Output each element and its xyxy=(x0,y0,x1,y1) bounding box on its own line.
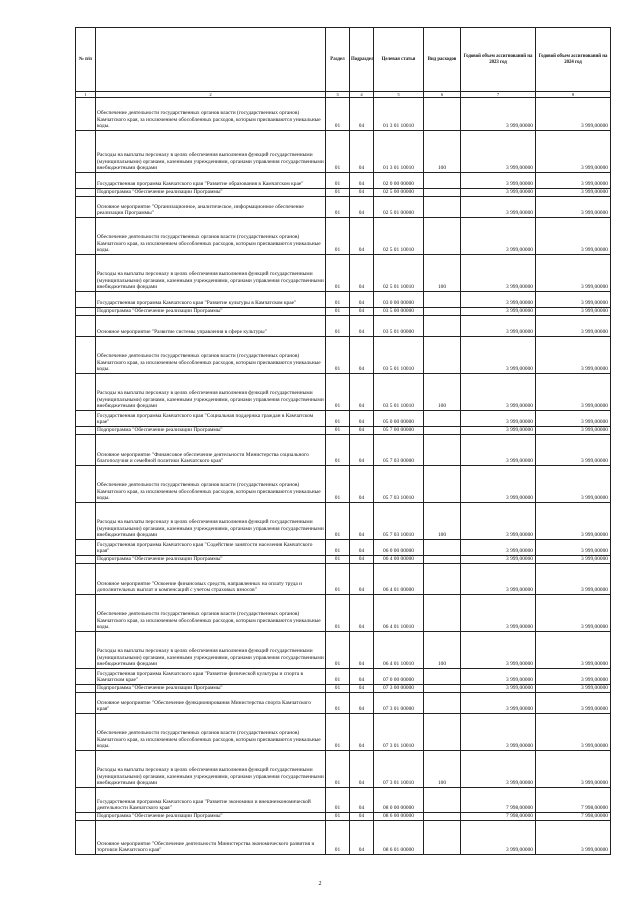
table-header-row xyxy=(76,28,611,92)
row-target-cell: 07 3 01 10010 xyxy=(374,714,424,751)
row-num-cell xyxy=(76,556,96,564)
row-razdel-cell: 01 xyxy=(326,197,350,218)
row-target-cell: 01 3 01 10010 xyxy=(374,98,424,131)
row-amount-2023-cell: 3 999,00000 xyxy=(461,292,536,308)
row-name-cell: Основное мероприятие "Организационное, аналитическое, информационное обеспечение реализации Программы" xyxy=(96,197,326,218)
row-name-cell: Обеспечение деятельности государственных органов власти (государственных органов) Камчатского края, за исключением обособленных расходов, которым присваиваются уникальные коды. xyxy=(96,337,326,374)
row-amount-2023-cell: 3 999,00000 xyxy=(461,564,536,595)
row-num-cell xyxy=(76,189,96,197)
table-row xyxy=(76,337,611,374)
row-razdel-cell: 01 xyxy=(326,218,350,255)
row-amount-2024-cell: 3 999,00000 xyxy=(536,98,611,131)
row-name-cell: Основное мероприятие "Обеспечение деятельности Министерства экономического развития и торговли Камчатского края" xyxy=(96,821,326,855)
row-target-cell: 03 5 00 00000 xyxy=(374,308,424,316)
row-name-cell: Подпрограмма "Обеспечение реализации Программы" xyxy=(96,189,326,197)
row-amount-2024-cell: 3 999,00000 xyxy=(536,556,611,564)
row-amount-2023-cell: 3 999,00000 xyxy=(461,466,536,503)
row-podrazdel-cell: 04 xyxy=(350,503,374,540)
row-razdel-cell: 01 xyxy=(326,435,350,466)
row-razdel-cell: 01 xyxy=(326,669,350,685)
row-amount-2024-cell: 3 999,00000 xyxy=(536,197,611,218)
row-name-cell: Обеспечение деятельности государственных органов власти (государственных органов) Камчатского края, за исключением обособленных расходов, которым присваиваются уникальные коды. xyxy=(96,98,326,131)
row-target-cell: 02 5 01 00000 xyxy=(374,197,424,218)
row-name-cell: Расходы на выплаты персоналу в целях обеспечения выполнения функций государственными (муниципальными) органами, казенными учреждениями, органами управления государственными внебюджетными фондами xyxy=(96,255,326,292)
row-num-cell xyxy=(76,131,96,173)
page-number: 2 xyxy=(318,881,322,887)
row-amount-2024-cell: 3 999,00000 xyxy=(536,693,611,714)
column-number: 1 xyxy=(76,92,96,98)
row-amount-2023-cell: 3 999,00000 xyxy=(461,337,536,374)
row-vid-cell xyxy=(424,813,461,821)
row-name-cell: Обеспечение деятельности государственных органов власти (государственных органов) Камчатского края, за исключением обособленных расходов, которым присваиваются уникальные коды. xyxy=(96,714,326,751)
row-name-cell: Расходы на выплаты персоналу в целях обеспечения выполнения функций государственными (муниципальными) органами, казенными учреждениями, органами управления государственными внебюджетными фондами xyxy=(96,131,326,173)
row-podrazdel-cell: 04 xyxy=(350,466,374,503)
table-row xyxy=(76,503,611,540)
row-num-cell xyxy=(76,255,96,292)
row-razdel-cell: 01 xyxy=(326,685,350,693)
row-target-cell: 08 6 00 00000 xyxy=(374,813,424,821)
row-target-cell: 06 4 01 10010 xyxy=(374,595,424,632)
table-row xyxy=(76,374,611,411)
row-name-cell: Обеспечение деятельности государственных органов власти (государственных органов) Камчатского края, за исключением обособленных расходов, которым присваиваются уникальные коды. xyxy=(96,595,326,632)
table-row xyxy=(76,218,611,255)
row-num-cell xyxy=(76,595,96,632)
row-podrazdel-cell: 04 xyxy=(350,813,374,821)
row-amount-2023-cell: 3 999,00000 xyxy=(461,308,536,316)
row-razdel-cell: 01 xyxy=(326,813,350,821)
row-num-cell xyxy=(76,173,96,189)
row-amount-2024-cell: 7 998,00000 xyxy=(536,813,611,821)
table-row xyxy=(76,427,611,435)
header-vid: Вид расходов xyxy=(424,28,461,92)
row-num-cell xyxy=(76,218,96,255)
row-vid-cell xyxy=(424,98,461,131)
row-podrazdel-cell: 04 xyxy=(350,173,374,189)
table-row xyxy=(76,316,611,337)
row-vid-cell xyxy=(424,788,461,813)
row-vid-cell xyxy=(424,821,461,855)
row-podrazdel-cell: 04 xyxy=(350,316,374,337)
table-row xyxy=(76,255,611,292)
row-target-cell: 02 5 01 10010 xyxy=(374,255,424,292)
row-num-cell xyxy=(76,540,96,556)
row-num-cell xyxy=(76,788,96,813)
row-podrazdel-cell: 04 xyxy=(350,685,374,693)
row-razdel-cell: 01 xyxy=(326,693,350,714)
row-podrazdel-cell: 04 xyxy=(350,218,374,255)
row-podrazdel-cell: 04 xyxy=(350,292,374,308)
row-podrazdel-cell: 04 xyxy=(350,788,374,813)
row-target-cell: 07 3 01 10010 xyxy=(374,751,424,788)
row-razdel-cell: 01 xyxy=(326,466,350,503)
row-podrazdel-cell: 04 xyxy=(350,632,374,669)
row-name-cell: Обеспечение деятельности государственных органов власти (государственных органов) Камчатского края, за исключением обособленных расходов, которым присваиваются уникальные коды. xyxy=(96,466,326,503)
row-target-cell: 07 3 01 00000 xyxy=(374,693,424,714)
row-vid-cell xyxy=(424,685,461,693)
row-amount-2023-cell: 3 999,00000 xyxy=(461,685,536,693)
row-podrazdel-cell: 04 xyxy=(350,197,374,218)
row-amount-2023-cell: 3 999,00000 xyxy=(461,503,536,540)
row-razdel-cell: 01 xyxy=(326,540,350,556)
row-amount-2024-cell: 3 999,00000 xyxy=(536,435,611,466)
row-name-cell: Подпрограмма "Обеспечение реализации Программы" xyxy=(96,813,326,821)
row-amount-2023-cell: 3 999,00000 xyxy=(461,693,536,714)
row-amount-2024-cell: 3 999,00000 xyxy=(536,595,611,632)
row-amount-2023-cell: 3 999,00000 xyxy=(461,435,536,466)
row-amount-2023-cell: 3 999,00000 xyxy=(461,595,536,632)
table-row xyxy=(76,751,611,788)
row-razdel-cell: 01 xyxy=(326,316,350,337)
budget-table xyxy=(75,27,611,855)
header-2023: Годовой объем ассигнований на 2023 год xyxy=(461,28,536,92)
row-razdel-cell: 01 xyxy=(326,427,350,435)
table-row xyxy=(76,564,611,595)
row-name-cell: Основное мероприятие "Освоение финансовых средств, направленных на оплату труда и дополнительных выплат и компенсаций с учетом страховых взносов" xyxy=(96,564,326,595)
row-name-cell: Подпрограмма "Обеспечение реализации Программы" xyxy=(96,308,326,316)
row-razdel-cell: 01 xyxy=(326,821,350,855)
row-amount-2023-cell: 3 999,00000 xyxy=(461,131,536,173)
row-vid-cell xyxy=(424,556,461,564)
row-target-cell: 03 5 01 10010 xyxy=(374,374,424,411)
row-target-cell: 06 0 00 00000 xyxy=(374,540,424,556)
row-razdel-cell: 01 xyxy=(326,503,350,540)
row-podrazdel-cell: 04 xyxy=(350,374,374,411)
row-num-cell xyxy=(76,751,96,788)
row-vid-cell xyxy=(424,411,461,427)
row-razdel-cell: 01 xyxy=(326,788,350,813)
row-target-cell: 02 0 00 00000 xyxy=(374,173,424,189)
row-name-cell: Расходы на выплаты персоналу в целях обеспечения выполнения функций государственными (муниципальными) органами, казенными учреждениями, органами управления государственными внебюджетными фондами xyxy=(96,751,326,788)
row-amount-2023-cell: 3 999,00000 xyxy=(461,255,536,292)
row-num-cell xyxy=(76,374,96,411)
row-amount-2023-cell: 3 999,00000 xyxy=(461,197,536,218)
header-podrazdel: Подраздел xyxy=(350,28,374,92)
row-num-cell xyxy=(76,669,96,685)
row-razdel-cell: 01 xyxy=(326,595,350,632)
row-amount-2023-cell: 7 998,00000 xyxy=(461,813,536,821)
row-razdel-cell: 01 xyxy=(326,411,350,427)
row-vid-cell xyxy=(424,466,461,503)
row-num-cell xyxy=(76,427,96,435)
row-vid-cell xyxy=(424,540,461,556)
row-podrazdel-cell: 04 xyxy=(350,255,374,292)
budget-table-sheet xyxy=(75,27,610,855)
row-name-cell: Подпрограмма "Обеспечение реализации Программы" xyxy=(96,427,326,435)
row-name-cell: Государственная программа Камчатского края "Развитие физической культуры и спорта в Камчатском крае" xyxy=(96,669,326,685)
header-target: Целевая статья xyxy=(374,28,424,92)
row-target-cell: 05 7 03 00000 xyxy=(374,435,424,466)
row-razdel-cell: 01 xyxy=(326,173,350,189)
row-razdel-cell: 01 xyxy=(326,337,350,374)
row-amount-2024-cell: 3 999,00000 xyxy=(536,540,611,556)
row-vid-cell xyxy=(424,197,461,218)
row-name-cell: Государственная программа Камчатского края "Социальная поддержка граждан в Камчатском крае" xyxy=(96,411,326,427)
header-name xyxy=(96,28,326,92)
row-amount-2024-cell: 3 999,00000 xyxy=(536,131,611,173)
row-amount-2024-cell: 3 999,00000 xyxy=(536,255,611,292)
header-2024: Годовой объем ассигнований на 2024 год xyxy=(536,28,611,92)
row-podrazdel-cell: 04 xyxy=(350,308,374,316)
row-vid-cell xyxy=(424,435,461,466)
header-num: № п/п xyxy=(76,28,96,92)
row-amount-2024-cell: 3 999,00000 xyxy=(536,292,611,308)
table-row xyxy=(76,540,611,556)
row-podrazdel-cell: 04 xyxy=(350,189,374,197)
table-row xyxy=(76,556,611,564)
row-amount-2024-cell: 3 999,00000 xyxy=(536,751,611,788)
row-amount-2023-cell: 3 999,00000 xyxy=(461,218,536,255)
row-num-cell xyxy=(76,435,96,466)
row-podrazdel-cell: 04 xyxy=(350,411,374,427)
row-amount-2023-cell: 3 999,00000 xyxy=(461,540,536,556)
row-target-cell: 02 5 00 00000 xyxy=(374,189,424,197)
row-vid-cell xyxy=(424,427,461,435)
row-name-cell: Подпрограмма "Обеспечение реализации Программы" xyxy=(96,685,326,693)
row-razdel-cell: 01 xyxy=(326,292,350,308)
row-vid-cell xyxy=(424,218,461,255)
row-name-cell: Расходы на выплаты персоналу в целях обеспечения выполнения функций государственными (муниципальными) органами, казенными учреждениями, органами управления государственными внебюджетными фондами xyxy=(96,503,326,540)
row-target-cell: 06 4 00 00000 xyxy=(374,556,424,564)
table-body xyxy=(76,98,611,855)
row-amount-2023-cell: 7 998,00000 xyxy=(461,788,536,813)
row-num-cell xyxy=(76,98,96,131)
row-name-cell: Подпрограмма "Обеспечение реализации Программы" xyxy=(96,556,326,564)
row-amount-2024-cell: 3 999,00000 xyxy=(536,374,611,411)
row-amount-2023-cell: 3 999,00000 xyxy=(461,173,536,189)
row-vid-cell xyxy=(424,189,461,197)
table-row xyxy=(76,173,611,189)
row-num-cell xyxy=(76,411,96,427)
row-amount-2024-cell: 3 999,00000 xyxy=(536,714,611,751)
row-amount-2024-cell: 3 999,00000 xyxy=(536,503,611,540)
row-vid-cell: 100 xyxy=(424,374,461,411)
row-amount-2024-cell: 3 999,00000 xyxy=(536,337,611,374)
row-num-cell xyxy=(76,693,96,714)
row-podrazdel-cell: 04 xyxy=(350,337,374,374)
column-number: 3 xyxy=(326,92,350,98)
table-row xyxy=(76,788,611,813)
row-target-cell: 07 3 00 00000 xyxy=(374,685,424,693)
row-podrazdel-cell: 04 xyxy=(350,821,374,855)
row-vid-cell xyxy=(424,669,461,685)
row-podrazdel-cell: 04 xyxy=(350,540,374,556)
row-podrazdel-cell: 04 xyxy=(350,131,374,173)
row-amount-2024-cell: 3 999,00000 xyxy=(536,218,611,255)
table-row xyxy=(76,131,611,173)
row-podrazdel-cell: 04 xyxy=(350,435,374,466)
row-target-cell: 02 5 01 10010 xyxy=(374,218,424,255)
row-amount-2024-cell: 3 999,00000 xyxy=(536,632,611,669)
row-name-cell: Основное мероприятие "Финансовое обеспечение деятельности Министерства социального благополучия и семейной политики Камчатского края" xyxy=(96,435,326,466)
row-podrazdel-cell: 04 xyxy=(350,693,374,714)
row-amount-2024-cell: 3 999,00000 xyxy=(536,669,611,685)
row-target-cell: 01 3 01 10010 xyxy=(374,131,424,173)
row-num-cell xyxy=(76,813,96,821)
column-number: 5 xyxy=(374,92,424,98)
row-target-cell: 03 5 01 00000 xyxy=(374,316,424,337)
row-vid-cell: 100 xyxy=(424,255,461,292)
table-row xyxy=(76,98,611,131)
row-target-cell: 03 5 01 10010 xyxy=(374,337,424,374)
row-amount-2023-cell: 3 999,00000 xyxy=(461,556,536,564)
row-num-cell xyxy=(76,632,96,669)
row-amount-2023-cell: 3 999,00000 xyxy=(461,427,536,435)
table-row xyxy=(76,435,611,466)
row-amount-2024-cell: 3 999,00000 xyxy=(536,173,611,189)
row-amount-2024-cell: 3 999,00000 xyxy=(536,427,611,435)
row-amount-2023-cell: 3 999,00000 xyxy=(461,98,536,131)
table-row xyxy=(76,821,611,855)
row-vid-cell: 100 xyxy=(424,503,461,540)
row-target-cell: 05 7 00 00000 xyxy=(374,427,424,435)
row-amount-2024-cell: 3 999,00000 xyxy=(536,821,611,855)
table-row xyxy=(76,308,611,316)
row-num-cell xyxy=(76,714,96,751)
row-vid-cell: 100 xyxy=(424,131,461,173)
row-amount-2024-cell: 7 998,00000 xyxy=(536,788,611,813)
row-amount-2024-cell: 3 999,00000 xyxy=(536,308,611,316)
table-row xyxy=(76,813,611,821)
row-amount-2023-cell: 3 999,00000 xyxy=(461,316,536,337)
row-amount-2024-cell: 3 999,00000 xyxy=(536,316,611,337)
row-razdel-cell: 01 xyxy=(326,308,350,316)
row-amount-2023-cell: 3 999,00000 xyxy=(461,821,536,855)
row-razdel-cell: 01 xyxy=(326,131,350,173)
column-number: 2 xyxy=(96,92,326,98)
row-vid-cell xyxy=(424,292,461,308)
row-razdel-cell: 01 xyxy=(326,98,350,131)
row-target-cell: 05 7 03 10010 xyxy=(374,503,424,540)
row-amount-2024-cell: 3 999,00000 xyxy=(536,466,611,503)
row-vid-cell xyxy=(424,337,461,374)
row-vid-cell xyxy=(424,693,461,714)
row-razdel-cell: 01 xyxy=(326,374,350,411)
row-amount-2024-cell: 3 999,00000 xyxy=(536,564,611,595)
row-razdel-cell: 01 xyxy=(326,751,350,788)
row-target-cell: 07 0 00 00000 xyxy=(374,669,424,685)
row-podrazdel-cell: 04 xyxy=(350,564,374,595)
table-row xyxy=(76,411,611,427)
row-vid-cell xyxy=(424,564,461,595)
row-num-cell xyxy=(76,685,96,693)
row-amount-2024-cell: 3 999,00000 xyxy=(536,685,611,693)
row-razdel-cell: 01 xyxy=(326,632,350,669)
row-name-cell: Государственная программа Камчатского края "Развитие образования в Камчатском крае" xyxy=(96,173,326,189)
row-podrazdel-cell: 04 xyxy=(350,427,374,435)
table-row xyxy=(76,292,611,308)
row-razdel-cell: 01 xyxy=(326,564,350,595)
table-row xyxy=(76,197,611,218)
row-target-cell: 08 0 00 00000 xyxy=(374,788,424,813)
row-target-cell: 08 6 01 00000 xyxy=(374,821,424,855)
table-row xyxy=(76,693,611,714)
row-vid-cell xyxy=(424,316,461,337)
table-row xyxy=(76,685,611,693)
column-number: 8 xyxy=(536,92,611,98)
table-row xyxy=(76,466,611,503)
row-podrazdel-cell: 04 xyxy=(350,714,374,751)
row-amount-2023-cell: 3 999,00000 xyxy=(461,669,536,685)
row-name-cell: Основное мероприятие "Обеспечение функционирования Министерства спорта Камчатского края" xyxy=(96,693,326,714)
row-num-cell xyxy=(76,466,96,503)
row-amount-2024-cell: 3 999,00000 xyxy=(536,189,611,197)
row-vid-cell: 100 xyxy=(424,751,461,788)
row-amount-2023-cell: 3 999,00000 xyxy=(461,189,536,197)
row-podrazdel-cell: 04 xyxy=(350,595,374,632)
header-razdel: Раздел xyxy=(326,28,350,92)
row-vid-cell: 100 xyxy=(424,632,461,669)
row-razdel-cell: 01 xyxy=(326,255,350,292)
row-num-cell xyxy=(76,197,96,218)
row-num-cell xyxy=(76,292,96,308)
row-name-cell: Расходы на выплаты персоналу в целях обеспечения выполнения функций государственными (муниципальными) органами, казенными учреждениями, органами управления государственными внебюджетными фондами xyxy=(96,374,326,411)
row-target-cell: 06 4 01 10010 xyxy=(374,632,424,669)
row-podrazdel-cell: 04 xyxy=(350,556,374,564)
table-row xyxy=(76,189,611,197)
row-razdel-cell: 01 xyxy=(326,714,350,751)
row-name-cell: Расходы на выплаты персоналу в целях обеспечения выполнения функций государственными (муниципальными) органами, казенными учреждениями, органами управления государственными внебюджетными фондами xyxy=(96,632,326,669)
row-podrazdel-cell: 04 xyxy=(350,98,374,131)
row-podrazdel-cell: 04 xyxy=(350,751,374,788)
row-vid-cell xyxy=(424,714,461,751)
row-vid-cell xyxy=(424,595,461,632)
row-podrazdel-cell: 04 xyxy=(350,669,374,685)
row-target-cell: 05 7 03 10010 xyxy=(374,466,424,503)
row-amount-2023-cell: 3 999,00000 xyxy=(461,714,536,751)
row-vid-cell xyxy=(424,173,461,189)
row-amount-2023-cell: 3 999,00000 xyxy=(461,632,536,669)
row-num-cell xyxy=(76,503,96,540)
row-num-cell xyxy=(76,821,96,855)
row-name-cell: Основное мероприятие "Развитие системы управления в сфере культуры" xyxy=(96,316,326,337)
row-razdel-cell: 01 xyxy=(326,189,350,197)
row-name-cell: Государственная программа Камчатского края "Развитие культуры в Камчатском крае" xyxy=(96,292,326,308)
row-num-cell xyxy=(76,308,96,316)
column-number: 6 xyxy=(424,92,461,98)
row-vid-cell xyxy=(424,308,461,316)
row-num-cell xyxy=(76,564,96,595)
row-amount-2023-cell: 3 999,00000 xyxy=(461,751,536,788)
row-name-cell: Обеспечение деятельности государственных органов власти (государственных органов) Камчатского края, за исключением обособленных расходов, которым присваиваются уникальные коды. xyxy=(96,218,326,255)
row-target-cell: 05 0 00 00000 xyxy=(374,411,424,427)
row-amount-2024-cell: 3 999,00000 xyxy=(536,411,611,427)
table-row xyxy=(76,714,611,751)
table-row xyxy=(76,632,611,669)
row-name-cell: Государственная программа Камчатского края "Развитие экономики и внешнеэкономической деятельности Камчатского края" xyxy=(96,788,326,813)
row-razdel-cell: 01 xyxy=(326,556,350,564)
row-num-cell xyxy=(76,337,96,374)
column-number: 4 xyxy=(350,92,374,98)
row-target-cell: 06 4 01 00000 xyxy=(374,564,424,595)
table-row xyxy=(76,595,611,632)
row-amount-2023-cell: 3 999,00000 xyxy=(461,374,536,411)
row-amount-2023-cell: 3 999,00000 xyxy=(461,411,536,427)
table-row xyxy=(76,669,611,685)
row-num-cell xyxy=(76,316,96,337)
row-name-cell: Государственная программа Камчатского края "Содействие занятости населения Камчатского края" xyxy=(96,540,326,556)
column-number: 7 xyxy=(461,92,536,98)
row-target-cell: 03 0 00 00000 xyxy=(374,292,424,308)
